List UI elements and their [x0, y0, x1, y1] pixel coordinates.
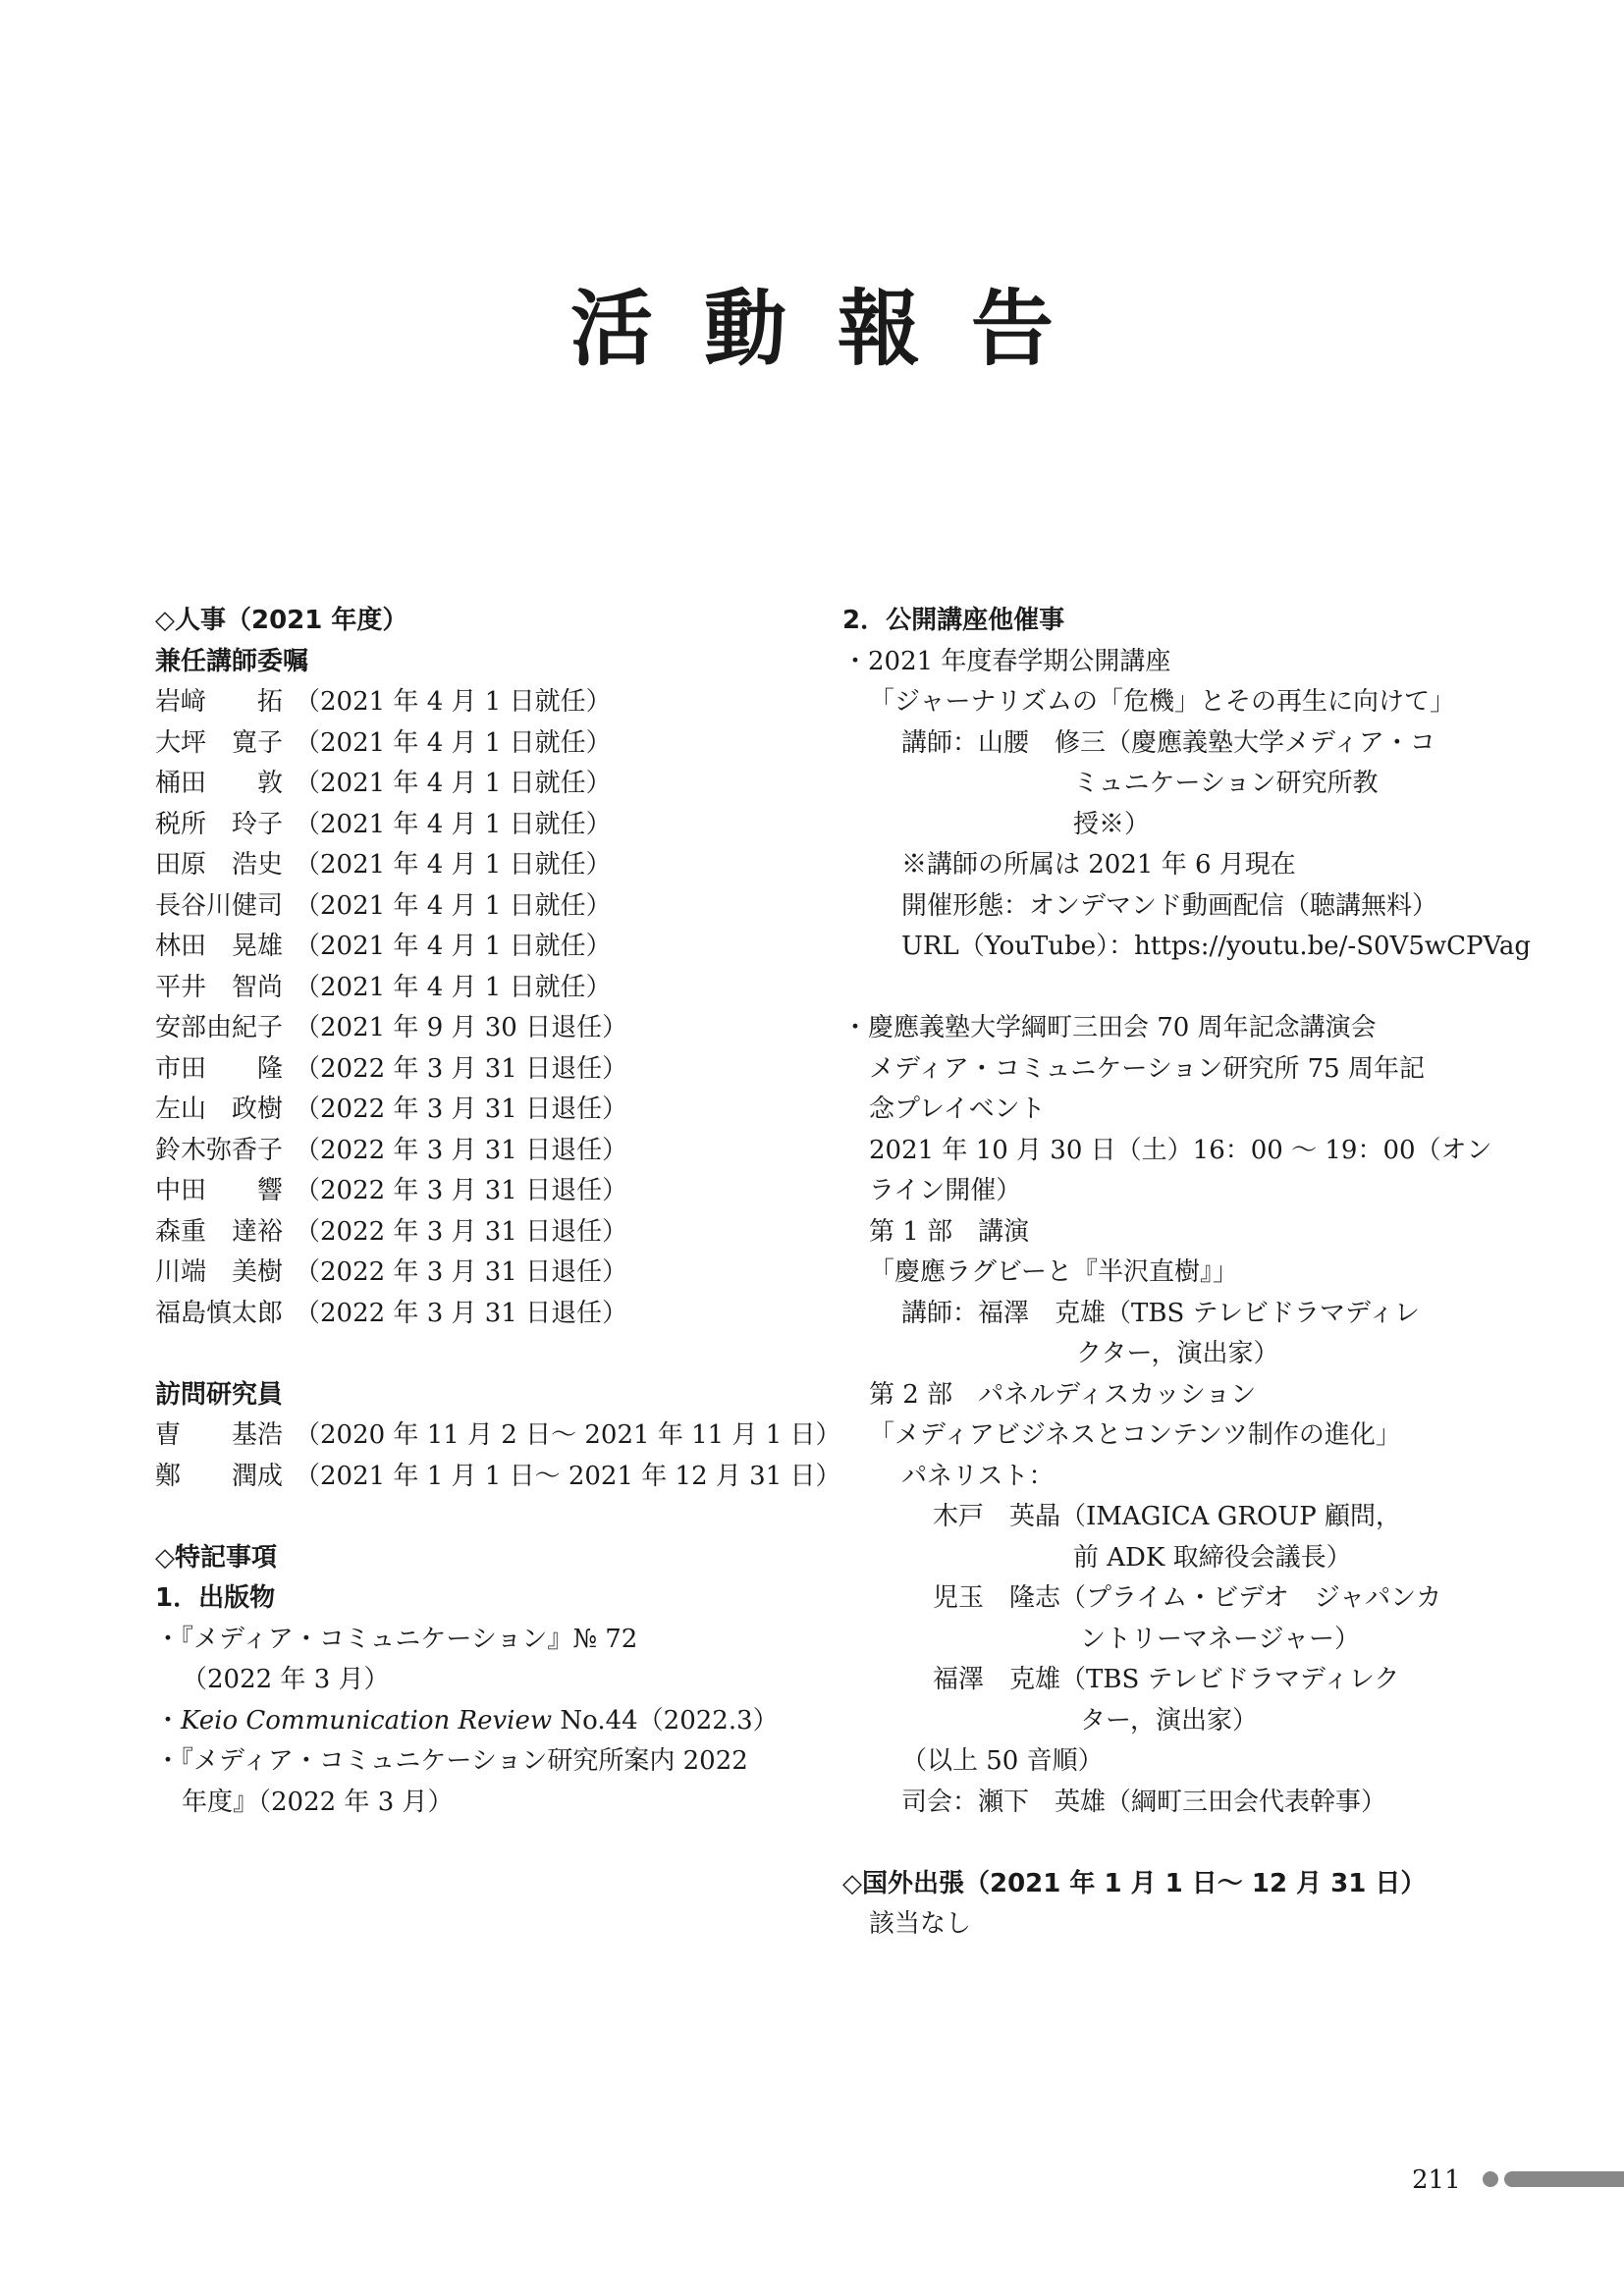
person-row	[155, 1294, 784, 1335]
bullet: ・	[155, 1705, 182, 1735]
person-row	[155, 764, 784, 805]
person-term: （2022 年 3 月 31 日退任）	[295, 1135, 628, 1165]
publication-item-2	[155, 1701, 784, 1742]
lecture-line: ミュニケーション研究所教	[1073, 769, 1379, 798]
person-row	[155, 1008, 784, 1049]
event-line: パネリスト：	[901, 1461, 1055, 1491]
event-line: メディア・コミュニケーション研究所 75 周年記	[869, 1053, 1425, 1084]
person-name: 安部由紀子	[155, 1013, 284, 1042]
person-name: 税所 玲子	[155, 809, 284, 839]
person-term: （2021 年 9 月 30 日退任）	[295, 1013, 628, 1042]
lecture-line: 講師：山腰 修三（慶應義塾大学メディア・コ	[901, 727, 1435, 758]
person-term: （2021 年 4 月 1 日就任）	[295, 687, 612, 717]
person-term: （2021 年 1 月 1 日～ 2021 年 12 月 31 日）	[295, 1461, 841, 1491]
person-term: （2021 年 4 月 1 日就任）	[295, 932, 612, 961]
person-name: 左山 政樹	[155, 1095, 284, 1124]
publication-item-1: ・『メディア・コミュニケーション』№ 72	[155, 1624, 638, 1654]
visiting-heading: 訪問研究員	[155, 1379, 284, 1410]
person-name: 大坪 寛子	[155, 727, 284, 758]
event-line: （以上 50 音順）	[901, 1746, 1104, 1776]
event-line: 福澤 克雄（TBS テレビドラマディレク	[933, 1665, 1400, 1694]
person-term: （2022 年 3 月 31 日退任）	[295, 1053, 628, 1084]
event-line: 念プレイベント	[869, 1095, 1046, 1124]
publications-heading: 1．出版物	[155, 1583, 276, 1613]
person-row	[155, 845, 784, 886]
person-term: （2022 年 3 月 31 日退任）	[295, 1298, 628, 1328]
travel-heading: ◇国外出張（2021 年 1 月 1 日～ 12 月 31 日）	[842, 1868, 1427, 1898]
person-name: 岩﨑 拓	[155, 687, 284, 717]
person-term: （2022 年 3 月 31 日退任）	[295, 1176, 628, 1205]
person-row	[155, 927, 784, 968]
page-title: 活動報告	[569, 280, 1105, 377]
lecture-line: ※講師の所属は 2021 年 6 月現在	[901, 850, 1296, 880]
event-line: 「慶應ラグビーと『半沢直樹』」	[869, 1257, 1238, 1287]
page-marker-bar	[1504, 2171, 1624, 2187]
event-line: クター，演出家）	[1076, 1339, 1279, 1368]
person-row	[155, 1212, 784, 1254]
person-name: 中田 響	[155, 1176, 284, 1205]
left-column	[155, 601, 841, 1823]
person-name: 林田 晃雄	[155, 932, 284, 961]
page-number: 211	[1412, 2165, 1461, 2195]
person-row	[155, 723, 784, 765]
event-line: ター，演出家）	[1080, 1705, 1258, 1735]
event-line: ・慶應義塾大学綱町三田会 70 周年記念講演会	[842, 1013, 1377, 1042]
lecture-line: 開催形態：オンデマンド動画配信（聴講無料）	[901, 890, 1438, 921]
lecturer-list	[155, 682, 784, 1334]
person-term: （2021 年 4 月 1 日就任）	[295, 809, 612, 839]
event-line: 児玉 隆志（プライム・ビデオ ジャパンカ	[933, 1583, 1442, 1613]
person-name: 鄭 潤成	[155, 1461, 284, 1491]
lecture-url: URL（YouTube）：https://youtu.be/-S0V5wCPVag	[901, 932, 1532, 961]
lecture-line: 「ジャーナリズムの「危機」とその再生に向けて」	[869, 687, 1455, 717]
lecture-heading: 2．公開講座他催事	[842, 606, 1065, 635]
publication-item-3: ・『メディア・コミュニケーション研究所案内 2022	[155, 1746, 748, 1776]
person-row	[155, 1253, 784, 1294]
person-term: （2021 年 4 月 1 日就任）	[295, 972, 612, 1002]
person-name: 福島慎太郎	[155, 1298, 284, 1328]
person-name: 市田 隆	[155, 1053, 284, 1084]
person-term: （2021 年 4 月 1 日就任）	[295, 727, 612, 758]
publication-item-3-cont: 年度』（2022 年 3 月）	[182, 1787, 454, 1817]
event-line: ントリーマネージャー）	[1080, 1624, 1360, 1654]
event-line: 講師：福澤 克雄（TBS テレビドラマディレ	[901, 1298, 1420, 1328]
event-line: ライン開催）	[869, 1176, 1022, 1205]
lecture-line: 授※）	[1073, 809, 1151, 839]
person-row	[155, 886, 784, 928]
person-name: 鈴木弥香子	[155, 1135, 284, 1165]
event-line: 第 1 部 講演	[869, 1216, 1030, 1247]
journal-issue: No.44（2022.3）	[552, 1705, 779, 1735]
publication-item-1-date: （2022 年 3 月）	[182, 1665, 390, 1694]
person-term: （2021 年 4 月 1 日就任）	[295, 890, 612, 921]
person-term: （2022 年 3 月 31 日退任）	[295, 1216, 628, 1247]
person-name: 川端 美樹	[155, 1257, 284, 1287]
lecture-line: ・2021 年度春学期公開講座	[842, 646, 1171, 676]
page-marker-dot	[1483, 2171, 1498, 2187]
special-heading: ◇特記事項	[155, 1542, 277, 1573]
event-line: 「メディアビジネスとコンテンツ制作の進化」	[869, 1420, 1401, 1450]
event-line: 木戸 英晶（IMAGICA GROUP 顧問，	[933, 1502, 1401, 1531]
event-line: 前 ADK 取締役会議長）	[1073, 1542, 1352, 1573]
person-row	[155, 1457, 841, 1498]
journal-title: Keio Communication Review	[181, 1705, 553, 1735]
person-row	[155, 805, 784, 846]
right-column	[842, 601, 1532, 1946]
person-term: （2021 年 4 月 1 日就任）	[295, 769, 612, 798]
person-name: 田原 浩史	[155, 850, 284, 880]
person-term: （2022 年 3 月 31 日退任）	[295, 1257, 628, 1287]
person-term: （2021 年 4 月 1 日就任）	[295, 850, 612, 880]
person-row	[155, 1090, 784, 1131]
person-row	[155, 1171, 784, 1212]
lecturer-heading: 兼任講師委嘱	[155, 646, 309, 676]
person-name: 森重 達裕	[155, 1216, 284, 1247]
event-line: 司会：瀬下 英雄（綱町三田会代表幹事）	[901, 1787, 1387, 1817]
person-row	[155, 968, 784, 1009]
travel-body: 該当なし	[869, 1909, 972, 1939]
person-name: 曺 基浩	[155, 1420, 284, 1450]
person-row	[155, 682, 784, 723]
event-line: 第 2 部 パネルディスカッション	[869, 1379, 1257, 1410]
person-row	[155, 1415, 841, 1457]
person-row	[155, 1049, 784, 1091]
person-term: （2020 年 11 月 2 日～ 2021 年 11 月 1 日）	[295, 1420, 841, 1450]
person-name: 桶田 敦	[155, 769, 284, 798]
personnel-heading: ◇人事（2021 年度）	[155, 606, 408, 635]
person-name: 長谷川健司	[155, 890, 284, 921]
person-row	[155, 1131, 784, 1172]
event-line: 2021 年 10 月 30 日（土）16：00 ～ 19：00（オン	[869, 1135, 1492, 1165]
person-name: 平井 智尚	[155, 972, 284, 1002]
person-term: （2022 年 3 月 31 日退任）	[295, 1095, 628, 1124]
visitor-list	[155, 1415, 841, 1497]
